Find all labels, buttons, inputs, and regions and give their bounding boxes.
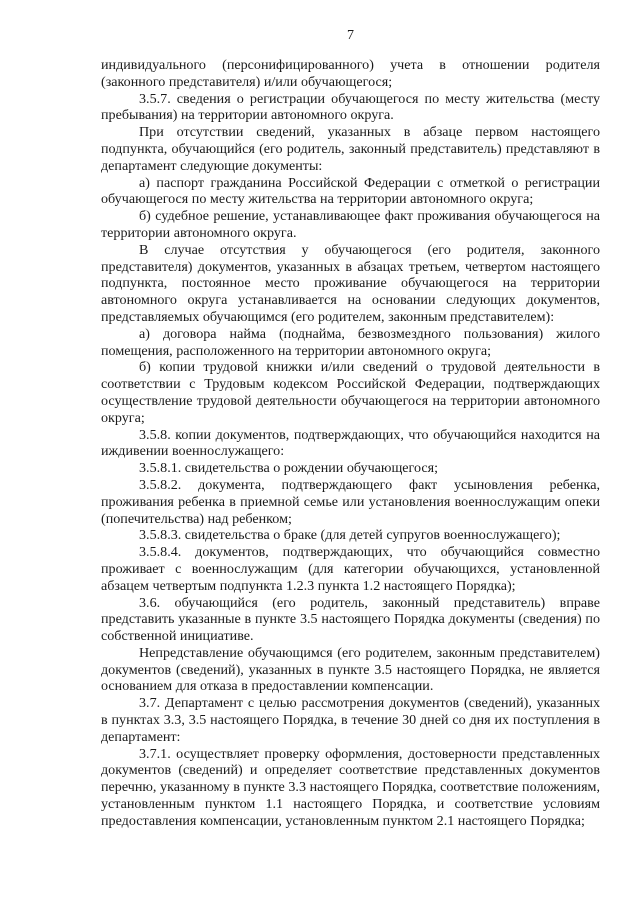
paragraph: В случае отсутствия у обучающегося (его родителя, законного представителя) документов, указанных в абзацах третьем, четвертом настоящего подпункта, постоянное место проживание обучающегося на территории автономного округа устанавливается на основании следующих документов, представляемых обучающимся (его родителем, законным представителем): xyxy=(101,241,600,325)
paragraph: 3.6. обучающийся (его родитель, законный представитель) вправе представить указанные в пункте 3.5 настоящего Порядка документы (сведения) по собственной инициативе. xyxy=(101,594,600,645)
paragraph: При отсутствии сведений, указанных в абзаце первом настоящего подпункта, обучающийся (его родитель, законный представитель) представляют в департамент следующие документы: xyxy=(101,124,600,174)
paragraph: а) договора найма (поднайма, безвозмездного пользования) жилого помещения, расположенного на территории автономного округа; xyxy=(101,325,600,359)
document-body xyxy=(101,57,600,830)
page-number: 7 xyxy=(347,28,354,43)
paragraph: индивидуального (персонифицированного) учета в отношении родителя (законного представителя) и/или обучающегося; xyxy=(101,57,600,90)
paragraph: 3.7.1. осуществляет проверку оформления, достоверности представленных документов (сведений) и определяет соответствие представленных документов перечню, указанному в пункте 3.3 настоящего Порядка, соответствие положениям, установленным пунктом 1.1 настоящего Порядка, и соответствие условиям предоставления компенсации, установленным пунктом 2.1 настоящего Порядка; xyxy=(101,745,600,829)
paragraph: Непредставление обучающимся (его родителем, законным представителем) документов (сведений), указанных в пункте 3.5 настоящего Порядка, не является основанием для отказа в предоставлении компенсации. xyxy=(101,644,600,695)
paragraph: 3.7. Департамент с целью рассмотрения документов (сведений), указанных в пунктах 3.3, 3.5 настоящего Порядка, в течение 30 дней со дня их поступления в департамент: xyxy=(101,695,600,745)
paragraph: а) паспорт гражданина Российской Федерации с отметкой о регистрации обучающегося по месту жительства на территории автономного округа; xyxy=(101,174,600,208)
paragraph: б) судебное решение, устанавливающее факт проживания обучающегося на территории автономного округа. xyxy=(101,208,600,241)
paragraph: 3.5.8.4. документов, подтверждающих, что обучающийся совместно проживает с военнослужащим (для категории обучающихся, установленной абзацем четвертым подпункта 1.2.3 пункта 1.2 настоящего Порядка); xyxy=(101,544,600,594)
paragraph: 3.5.7. сведения о регистрации обучающегося по месту жительства (месту пребывания) на территории автономного округа. xyxy=(101,90,600,124)
paragraph: 3.5.8.1. свидетельства о рождении обучающегося; xyxy=(139,460,439,477)
paragraph: 3.5.8.2. документа, подтверждающего факт усыновления ребенка, проживания ребенка в приемной семье или установления военнослужащим опеки (попечительства) над ребенком; xyxy=(101,476,600,527)
document-page xyxy=(101,28,600,830)
paragraph: 3.5.8.3. свидетельства о браке (для детей супругов военнослужащего); xyxy=(139,527,561,544)
paragraph: 3.5.8. копии документов, подтверждающих, что обучающийся находится на иждивении военнослужащего: xyxy=(101,426,600,460)
paragraph: б) копии трудовой книжки и/или сведений о трудовой деятельности в соответствии с Трудовым кодексом Российской Федерации, подтверждающих осуществление трудовой деятельности обучающегося на территории автономного округа; xyxy=(101,359,600,426)
